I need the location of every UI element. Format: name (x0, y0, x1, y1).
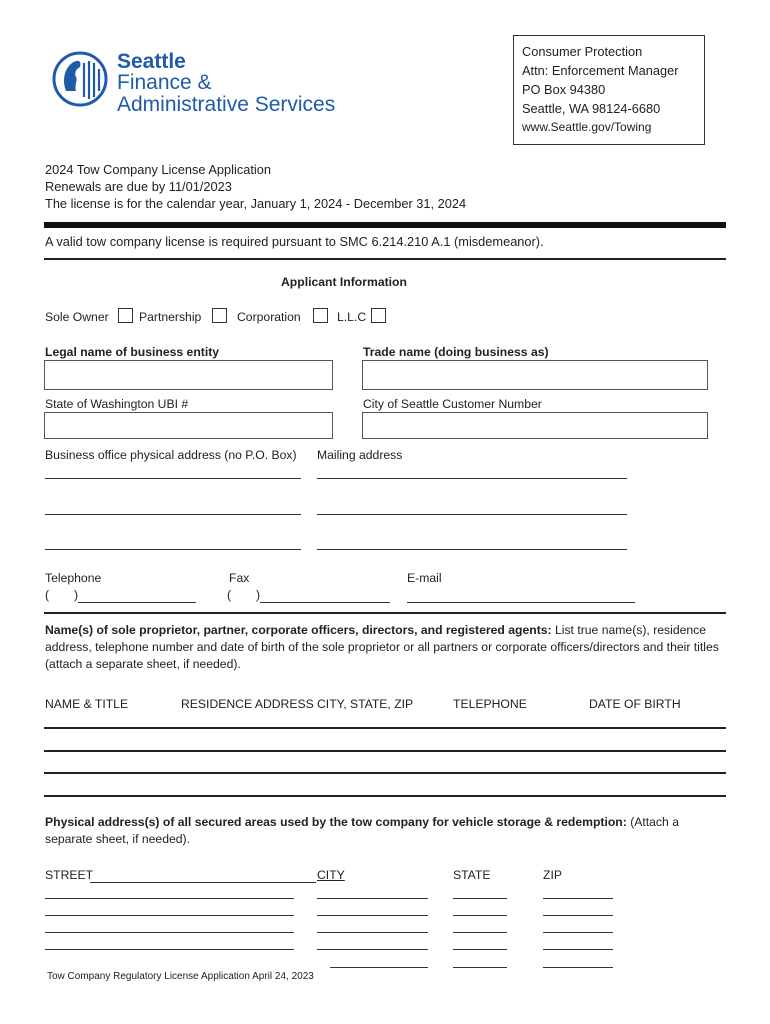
thick-rule-top (44, 222, 726, 228)
office-address-line-1[interactable] (45, 478, 301, 479)
telephone-paren-open: ( (45, 588, 50, 602)
zip-field-3[interactable] (543, 932, 613, 933)
renewal-due-date: Renewals are due by 11/01/2023 (45, 179, 232, 194)
fax-paren-close: ) (256, 588, 261, 602)
email-label: E-mail (407, 571, 442, 585)
state-field-5[interactable] (453, 967, 507, 968)
trade-name-label: Trade name (doing business as) (363, 345, 549, 359)
trade-name-field[interactable] (362, 360, 708, 390)
fax-paren-open: ( (227, 588, 232, 602)
city-field-5[interactable] (330, 967, 428, 968)
owners-row-line-2[interactable] (44, 750, 726, 752)
owners-text: List true name(s), residence address, telephone number and date of birth of the sole proprietor or all partners or corporate officers/directors and their titles (attach a separate sheet, if needed). (45, 623, 719, 671)
office-address-line-2[interactable] (45, 514, 301, 515)
col-name-title: NAME & TITLE (45, 697, 129, 711)
customer-number-field[interactable] (362, 412, 708, 439)
storage-text: (Attach a separate sheet, if needed). (45, 815, 679, 846)
street-field-4[interactable] (45, 932, 294, 933)
address-line-1: Consumer Protection (522, 44, 643, 59)
office-address-line-3[interactable] (45, 549, 301, 550)
state-field-4[interactable] (453, 949, 507, 950)
address-line-4: Seattle, WA 98124-6680 (522, 101, 661, 116)
license-requirement-notice: A valid tow company license is required pursuant to SMC 6.214.210 A.1 (misdemeanor). (45, 234, 544, 249)
entity-llc-label: L.L.C (337, 310, 367, 324)
partnership-checkbox[interactable] (212, 308, 227, 323)
customer-number-label: City of Seattle Customer Number (363, 397, 542, 411)
zip-field-1[interactable] (543, 898, 613, 899)
corporation-checkbox[interactable] (313, 308, 328, 323)
city-field-3[interactable] (317, 932, 428, 933)
email-field[interactable] (407, 602, 635, 603)
col-state: STATE (453, 868, 491, 882)
telephone-field[interactable] (78, 602, 196, 603)
address-website: www.Seattle.gov/Towing (522, 120, 652, 134)
address-line-2: Attn: Enforcement Manager (522, 63, 679, 78)
footer-text: Tow Company Regulatory License Application April 24, 2023 (47, 971, 314, 982)
col-residence-address: RESIDENCE ADDRESS (181, 697, 314, 711)
seattle-seal-icon (52, 51, 108, 107)
zip-field-4[interactable] (543, 949, 613, 950)
telephone-label: Telephone (45, 571, 102, 585)
street-field-5[interactable] (45, 949, 294, 950)
office-address-label: Business office physical address (no P.O. Box) (45, 448, 297, 462)
applicant-section-title: Applicant Information (281, 275, 407, 289)
logo-line-2: Finance & (117, 71, 212, 94)
entity-sole-owner-label: Sole Owner (45, 310, 109, 324)
col-city: CITY (317, 868, 345, 882)
storage-heading: Physical address(s) of all secured areas used by the tow company for vehicle storage & redemption: (45, 815, 627, 829)
fax-label: Fax (229, 571, 250, 585)
ubi-label: State of Washington UBI # (45, 397, 189, 411)
col-city-state-zip: CITY, STATE, ZIP (317, 697, 414, 711)
mailing-address-line-1[interactable] (317, 478, 627, 479)
logo-line-3: Administrative Services (117, 93, 336, 116)
owners-row-line-1[interactable] (44, 727, 726, 729)
city-field-1[interactable] (317, 898, 428, 899)
col-street: STREET (45, 868, 94, 882)
state-field-3[interactable] (453, 932, 507, 933)
street-field-1[interactable] (90, 882, 316, 883)
fax-field[interactable] (260, 602, 390, 603)
legal-name-field[interactable] (44, 360, 333, 390)
telephone-paren-close: ) (74, 588, 79, 602)
city-field-2[interactable] (317, 915, 428, 916)
city-field-4[interactable] (317, 949, 428, 950)
application-title: 2024 Tow Company License Application (45, 162, 271, 177)
col-telephone: TELEPHONE (453, 697, 527, 711)
address-line-3: PO Box 94380 (522, 82, 606, 97)
street-field-3[interactable] (45, 915, 294, 916)
storage-instructions (45, 814, 725, 848)
mailing-address-line-3[interactable] (317, 549, 627, 550)
ubi-field[interactable] (44, 412, 333, 439)
mailing-address-box (513, 35, 705, 145)
logo-line-1: Seattle (117, 50, 186, 73)
llc-checkbox[interactable] (371, 308, 386, 323)
rule-notice (44, 258, 726, 260)
state-field-1[interactable] (453, 898, 507, 899)
rule-owners (44, 612, 726, 614)
seattle-logo (52, 50, 352, 120)
col-zip: ZIP (543, 868, 562, 882)
entity-partnership-label: Partnership (139, 310, 202, 324)
owners-heading: Name(s) of sole proprietor, partner, corporate officers, directors, and registered agents: (45, 623, 552, 637)
license-period: The license is for the calendar year, January 1, 2024 - December 31, 2024 (45, 196, 467, 211)
col-date-of-birth: DATE OF BIRTH (589, 697, 681, 711)
owners-row-line-4[interactable] (44, 795, 726, 797)
sole-owner-checkbox[interactable] (118, 308, 133, 323)
mailing-address-line-2[interactable] (317, 514, 627, 515)
zip-field-2[interactable] (543, 915, 613, 916)
mailing-address-label: Mailing address (317, 448, 403, 462)
owners-row-line-3[interactable] (44, 772, 726, 774)
state-field-2[interactable] (453, 915, 507, 916)
entity-corporation-label: Corporation (237, 310, 301, 324)
street-field-2[interactable] (45, 898, 294, 899)
legal-name-label: Legal name of business entity (45, 345, 220, 359)
zip-field-5[interactable] (543, 967, 613, 968)
owners-instructions (45, 622, 725, 673)
